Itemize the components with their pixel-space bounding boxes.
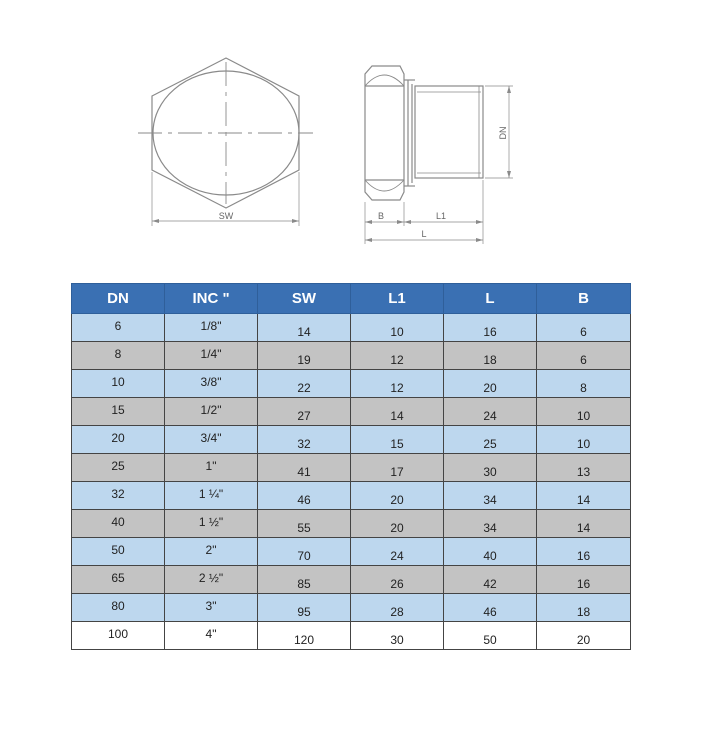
cell-dn: 40 bbox=[72, 510, 165, 538]
hex-plug-technical-drawing bbox=[0, 0, 723, 270]
cell-sw: 41 bbox=[258, 454, 351, 482]
cell-inc: 3/4" bbox=[165, 426, 258, 454]
sw-arrow-right bbox=[292, 219, 299, 223]
cell-l: 18 bbox=[444, 342, 537, 370]
cell-l: 16 bbox=[444, 314, 537, 342]
cell-sw: 95 bbox=[258, 594, 351, 622]
hex-front-view bbox=[138, 58, 313, 226]
hex-flat-arc-top bbox=[365, 75, 404, 86]
cell-inc: 3" bbox=[165, 594, 258, 622]
cell-sw: 22 bbox=[258, 370, 351, 398]
l-label: L bbox=[421, 229, 427, 239]
cell-dn: 15 bbox=[72, 398, 165, 426]
header-b: B bbox=[537, 284, 631, 314]
cell-inc: 2" bbox=[165, 538, 258, 566]
table-row bbox=[72, 342, 631, 370]
dn-label: DN bbox=[498, 126, 508, 140]
b-arrow-right bbox=[397, 220, 404, 224]
cell-l1: 20 bbox=[351, 482, 444, 510]
cell-l1: 15 bbox=[351, 426, 444, 454]
cell-l1: 20 bbox=[351, 510, 444, 538]
cell-dn: 8 bbox=[72, 342, 165, 370]
table-row bbox=[72, 370, 631, 398]
cell-b: 20 bbox=[537, 622, 631, 650]
dn-arrow-top bbox=[507, 86, 511, 93]
cell-l1: 12 bbox=[351, 370, 444, 398]
l1-label: L1 bbox=[435, 211, 447, 221]
cell-b: 6 bbox=[537, 342, 631, 370]
cell-l: 50 bbox=[444, 622, 537, 650]
cell-l1: 14 bbox=[351, 398, 444, 426]
table-row bbox=[72, 510, 631, 538]
header-sw: SW bbox=[258, 284, 351, 314]
cell-inc: 1/2" bbox=[165, 398, 258, 426]
sw-arrow-left bbox=[152, 219, 159, 223]
cell-l: 34 bbox=[444, 510, 537, 538]
header-l: L bbox=[444, 284, 537, 314]
cell-sw: 85 bbox=[258, 566, 351, 594]
cell-inc: 2 ½" bbox=[165, 566, 258, 594]
cell-sw: 32 bbox=[258, 426, 351, 454]
cell-b: 16 bbox=[537, 538, 631, 566]
table-row bbox=[72, 314, 631, 342]
cell-sw: 27 bbox=[258, 398, 351, 426]
cell-l: 25 bbox=[444, 426, 537, 454]
cell-dn: 32 bbox=[72, 482, 165, 510]
cell-b: 6 bbox=[537, 314, 631, 342]
cell-sw: 120 bbox=[258, 622, 351, 650]
cell-inc: 1/8" bbox=[165, 314, 258, 342]
cell-sw: 19 bbox=[258, 342, 351, 370]
cell-dn: 50 bbox=[72, 538, 165, 566]
header-l1: L1 bbox=[351, 284, 444, 314]
cell-inc: 1/4" bbox=[165, 342, 258, 370]
cell-b: 13 bbox=[537, 454, 631, 482]
cell-inc: 1 ½" bbox=[165, 510, 258, 538]
cell-sw: 14 bbox=[258, 314, 351, 342]
table-row bbox=[72, 426, 631, 454]
cell-b: 16 bbox=[537, 566, 631, 594]
cell-inc: 3/8" bbox=[165, 370, 258, 398]
table-body bbox=[72, 314, 631, 650]
cell-b: 8 bbox=[537, 370, 631, 398]
cell-l1: 10 bbox=[351, 314, 444, 342]
cell-l: 34 bbox=[444, 482, 537, 510]
cell-l: 42 bbox=[444, 566, 537, 594]
table-row bbox=[72, 398, 631, 426]
cell-sw: 46 bbox=[258, 482, 351, 510]
cell-b: 10 bbox=[537, 398, 631, 426]
cell-l: 20 bbox=[444, 370, 537, 398]
cell-sw: 70 bbox=[258, 538, 351, 566]
table-row bbox=[72, 622, 631, 650]
cell-inc: 1 ¼" bbox=[165, 482, 258, 510]
cell-l: 40 bbox=[444, 538, 537, 566]
header-inc: INC " bbox=[165, 284, 258, 314]
cell-b: 14 bbox=[537, 482, 631, 510]
cell-inc: 4" bbox=[165, 622, 258, 650]
cell-l1: 26 bbox=[351, 566, 444, 594]
table-row bbox=[72, 594, 631, 622]
cell-l: 30 bbox=[444, 454, 537, 482]
thread-body bbox=[415, 86, 483, 178]
hex-flat-arc-bottom bbox=[365, 180, 404, 191]
cell-dn: 6 bbox=[72, 314, 165, 342]
cell-l1: 28 bbox=[351, 594, 444, 622]
cell-b: 14 bbox=[537, 510, 631, 538]
table-row bbox=[72, 538, 631, 566]
table-header-row bbox=[72, 284, 631, 314]
l-arrow-right bbox=[476, 238, 483, 242]
cell-sw: 55 bbox=[258, 510, 351, 538]
plug-side-view bbox=[365, 66, 483, 200]
cell-dn: 25 bbox=[72, 454, 165, 482]
cell-dn: 10 bbox=[72, 370, 165, 398]
cell-l: 46 bbox=[444, 594, 537, 622]
cell-l1: 30 bbox=[351, 622, 444, 650]
cell-dn: 20 bbox=[72, 426, 165, 454]
header-dn: DN bbox=[72, 284, 165, 314]
b-arrow-left bbox=[365, 220, 372, 224]
dn-arrow-bottom bbox=[507, 171, 511, 178]
table-row bbox=[72, 482, 631, 510]
cell-dn: 65 bbox=[72, 566, 165, 594]
b-label: B bbox=[377, 211, 385, 221]
l1-arrow-right bbox=[476, 220, 483, 224]
cell-l: 24 bbox=[444, 398, 537, 426]
cell-dn: 80 bbox=[72, 594, 165, 622]
cell-dn: 100 bbox=[72, 622, 165, 650]
dimension-table bbox=[71, 283, 631, 650]
cell-b: 18 bbox=[537, 594, 631, 622]
cell-l1: 12 bbox=[351, 342, 444, 370]
sw-label: SW bbox=[218, 211, 234, 221]
table-row bbox=[72, 454, 631, 482]
l1-arrow-left bbox=[404, 220, 411, 224]
cell-l1: 24 bbox=[351, 538, 444, 566]
l-arrow-left bbox=[365, 238, 372, 242]
cell-l1: 17 bbox=[351, 454, 444, 482]
cell-b: 10 bbox=[537, 426, 631, 454]
cell-inc: 1" bbox=[165, 454, 258, 482]
table-row bbox=[72, 566, 631, 594]
